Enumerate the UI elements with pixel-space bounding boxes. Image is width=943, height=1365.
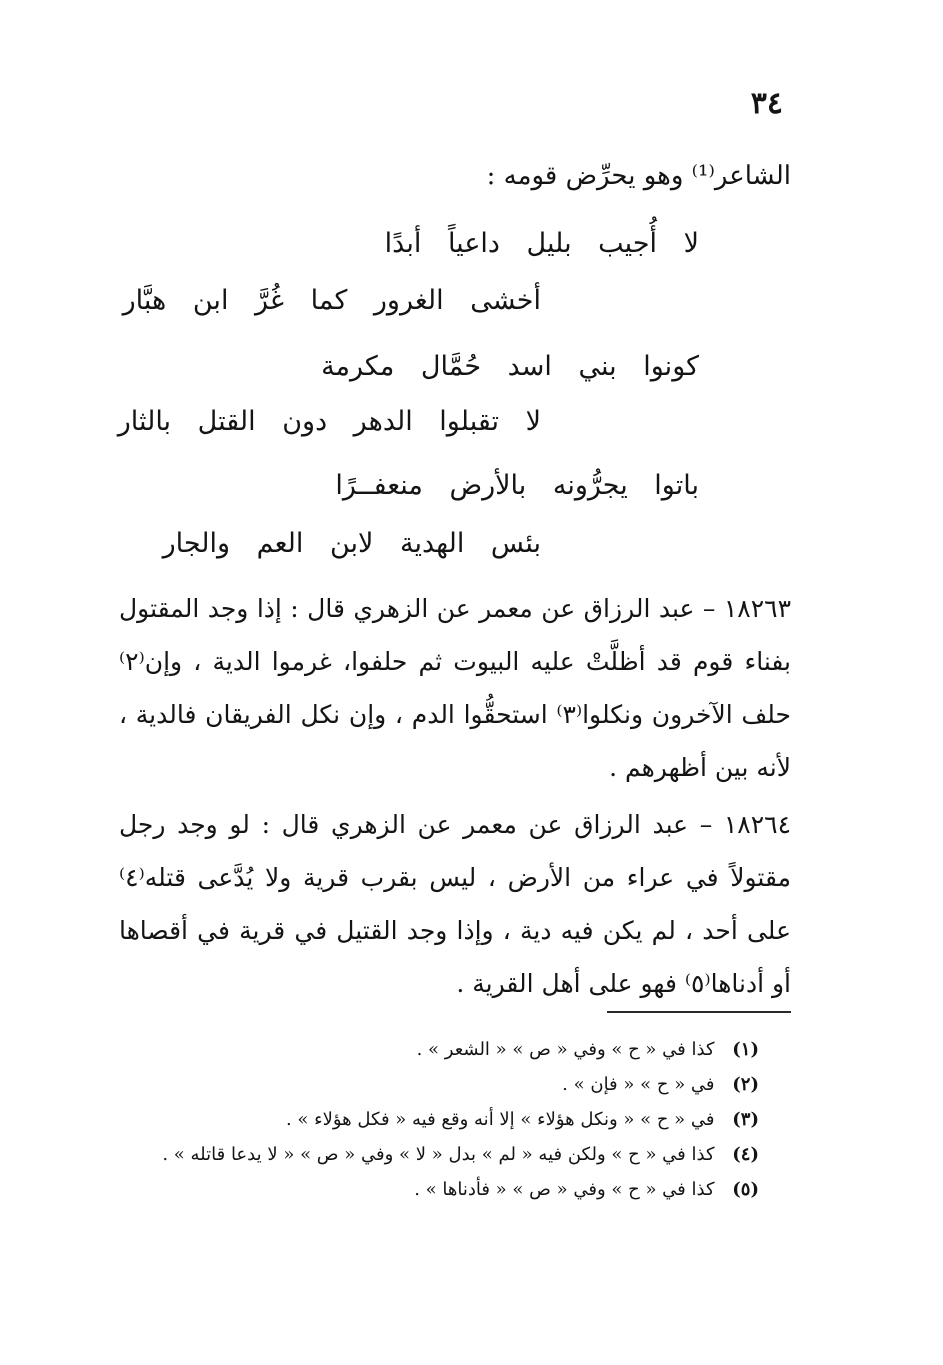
footnote-text: كذا في « ح » وفي « ص » « فأدناها » . xyxy=(414,1179,715,1200)
poem-introduction: الشاعر⁽¹⁾ وهو يحرِّض قومه : xyxy=(486,161,791,191)
footnote-mark: (٤) xyxy=(732,1144,759,1165)
verse-line: باتوا يجرُّونه بالأرض منعفــرًا xyxy=(335,470,699,501)
footnote-item xyxy=(139,1067,759,1102)
footnote-text: في « ح » « ونكل هؤلاء » إلا أنه وقع فيه « فكل هؤلاء » . xyxy=(285,1109,715,1130)
verse-line: أخشى الغرور كما غُرَّ ابن هبَّار xyxy=(122,285,541,316)
footnote-item xyxy=(139,1137,759,1172)
hadith-paragraph-18263: ١٨٢٦٣ – عبد الرزاق عن معمر عن الزهري قال : إذا وجد المقتول بفناء قوم قد أظلَّتْ عليه البيوت ثم حلفوا، غرموا الدية ، وإن⁽٢⁾ حلف الآخرون ونكلوا⁽٣⁾ استحقُّوا الدم ، وإن نكل الفريقان فالدية ، لأنه بين أظهرهم . xyxy=(119,594,791,782)
footnote-item xyxy=(139,1172,759,1207)
verse-line: كونوا بني اسد حُمَّال مكرمة xyxy=(321,351,699,382)
footnote-mark: (٥) xyxy=(732,1179,759,1200)
footnote-text: كذا في « ح » ولكن فيه « لم » بدل « لا » وفي « ص » « لا يدعا قاتله » . xyxy=(162,1144,715,1165)
footnote-divider xyxy=(607,1011,791,1013)
footnote-text: كذا في « ح » وفي « ص » « الشعر » . xyxy=(416,1039,715,1060)
footnote-mark: (٢) xyxy=(732,1074,759,1095)
hadith-paragraph-18264: ١٨٢٦٤ – عبد الرزاق عن معمر عن الزهري قال : لو وجد رجل مقتولاً في عراء من الأرض ، ليس بقرب قرية ولا يُدَّعى قتله⁽٤⁾ على أحد ، لم يكن فيه دية ، وإذا وجد القتيل في قرية في أقصاها أو أدناها⁽٥⁾ فهو على أهل القرية . xyxy=(119,810,791,998)
footnote-text: في « ح » « فإن » . xyxy=(562,1074,715,1095)
verse-line: بئس الهدية لابن العم والجار xyxy=(162,528,541,559)
page-number: ٣٤ xyxy=(750,86,783,121)
footnote-mark: (١) xyxy=(732,1039,759,1060)
verse-line: لا تقبلوا الدهر دون القتل بالثار xyxy=(117,406,541,437)
footnote-item xyxy=(139,1032,759,1067)
footnote-item xyxy=(139,1102,759,1137)
verse-line: لا أُجيب بليل داعياً أبدًا xyxy=(384,228,699,259)
footnote-mark: (٣) xyxy=(732,1109,759,1130)
footnotes-list xyxy=(139,1032,759,1207)
